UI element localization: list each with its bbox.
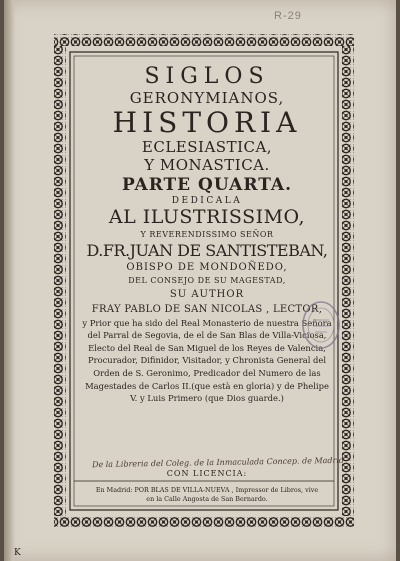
spine-mark: K <box>14 548 21 558</box>
title-siglos: SIGLOS <box>144 64 270 89</box>
title-historia: HISTORIA <box>112 106 302 139</box>
author-line: Orden de S. Geronimo, Predicador del Numero de las <box>93 367 321 378</box>
title-eclesiastica: ECLESIASTICA, <box>141 138 273 156</box>
dedicatee-council: DEL CONSEJO DE SU MAGESTAD, <box>128 276 286 285</box>
licencia-line: CON LICENCIA: <box>166 469 248 478</box>
author-line: V. y Luis Primero (que Dios guarde.) <box>130 393 284 404</box>
imprint-line: En Madrid: POR BLAS DE VILLA-NUEVA , Impressor de Libros, vive <box>95 486 319 494</box>
dedicatee-office: OBISPO DE MONDOÑEDO, <box>126 262 288 273</box>
author-description <box>82 304 332 405</box>
dedication-ilustrissimo: AL ILUSTRISSIMO, <box>108 206 306 228</box>
author-line: del Parral de Segovia, de el de San Blas de Villa-Viciosa, <box>87 330 327 341</box>
author-line: FRAY PABLO DE SAN NICOLAS , LECTOR, <box>91 304 323 315</box>
title-monastica: Y MONASTICA. <box>144 156 270 174</box>
author-line: Procurador, Difinidor, Visitador, y Chronista General del <box>87 355 327 366</box>
author-line: y Prior que ha sido del Real Monasterio de nuestra Señora <box>82 317 332 328</box>
title-parte-quarta: PARTE QUARTA. <box>121 175 293 195</box>
author-line: Magestades de Carlos II.(que està en gloria) y de Phelipe <box>85 380 329 391</box>
title-geronymianos: GERONYMIANOS, <box>129 89 285 107</box>
library-stamp <box>301 300 341 350</box>
dedication-reverendissimo: Y REVERENDISSIMO SEÑOR <box>140 230 274 239</box>
title-block <box>82 64 332 492</box>
imprint <box>76 486 338 504</box>
dedication-dedicala: DEDICALA <box>171 196 243 206</box>
author-heading: SU AUTHOR <box>169 289 245 300</box>
dedicatee-name: D.FR.JUAN DE SANTISTEBAN, <box>86 241 328 260</box>
imprint-line: en la Calle Angosta de San Bernardo. <box>146 495 268 503</box>
author-line: Electo del Real de San Miguel de los Reyes de Valencia, <box>88 342 326 353</box>
shelfmark-label: R-29 <box>274 10 302 22</box>
title-page <box>4 0 396 561</box>
handwritten-ownership-note: De la Libreria del Coleg. de la Inmaculada Concep. de Madrid <box>91 455 345 470</box>
